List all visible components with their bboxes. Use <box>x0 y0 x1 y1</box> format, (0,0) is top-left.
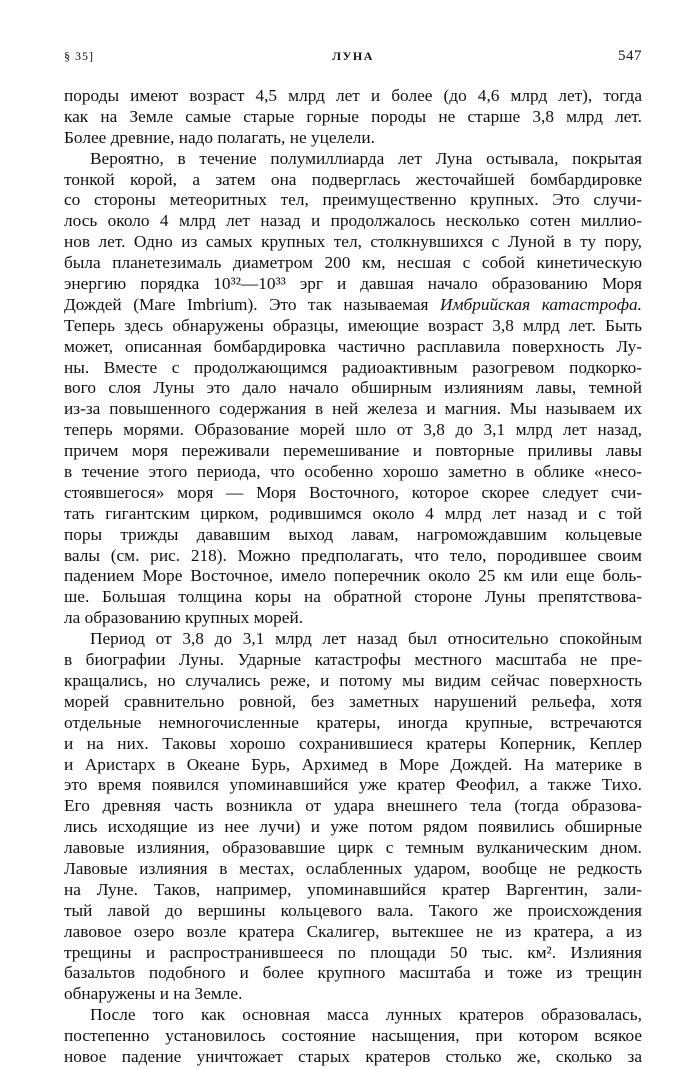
paragraph <box>64 149 642 629</box>
text-line: лавовое озеро возле кратера Скалигер, вытекшее не из кратера, а из <box>64 921 642 941</box>
text-line: как на Земле самые старые горные породы не старше 3,8 млрд лет. <box>64 106 642 126</box>
text-line: тонкой корой, а затем она подверглась жесточайшей бомбардировке <box>64 169 642 189</box>
text-line: поры трижды дававшим выход лавам, нагромождавшим кольцевые <box>64 524 642 544</box>
text-line: на Луне. Таков, например, упоминавшийся кратер Варгентин, зали- <box>64 879 642 899</box>
text-line: стоявшегося» моря — Моря Восточного, которое скорее следует счи- <box>64 482 642 502</box>
text-line: это время появился упоминавшийся уже кратер Феофил, а также Тихо. <box>64 775 642 795</box>
text-line: Лавовые излияния в местах, ослабленных ударом, вообще не редкость <box>64 858 642 878</box>
text-line: После того как основная масса лунных кратеров образовалась, <box>90 1005 642 1025</box>
text-line: Теперь здесь обнаружены образцы, имеющие возраст 3,8 млрд лет. Быть <box>64 315 642 335</box>
text-line: морей сравнительно ровной, без заметных нарушений рельефа, хотя <box>64 691 642 711</box>
text-line: валы (см. рис. 218). Можно предполагать, что тело, породившее своим <box>64 545 642 565</box>
text-line: трещины и распространившееся по площади 50 тыс. км². Излияния <box>64 942 642 962</box>
text-line: породы имеют возраст 4,5 млрд лет и более (до 4,6 млрд лет), тогда <box>64 86 642 105</box>
text-line: обнаружены и на Земле. <box>64 984 243 1004</box>
text-line: отдельные немногочисленные кратеры, иногда крупные, встречаются <box>64 712 642 732</box>
text-line: со стороны метеоритных тел, преимущественно крупных. Это случи- <box>64 190 642 210</box>
paragraph <box>64 629 642 1005</box>
text-line: тать гигантским цирком, родившимся около 4 млрд лет назад и с той <box>64 503 642 523</box>
text-line: Вероятно, в течение полумиллиарда лет Луна остывала, покрытая <box>90 148 642 168</box>
text-line: тый лавой до вершины кольцевого вала. Такого же происхождения <box>64 900 642 920</box>
paragraph <box>64 86 642 149</box>
text-line: вого слоя Луны это дало начало обширным излияниям лавы, темной <box>64 378 642 398</box>
emphasis-term: Имбрийская катастрофа. <box>440 294 642 314</box>
text-line: была планетезималь диаметром 200 км, несшая с собой кинетическую <box>64 253 642 273</box>
text-line: Период от 3,8 до 3,1 млрд лет назад был относительно спокойным <box>90 629 642 649</box>
text-line: ны. Вместе с продолжающимся радиоактивным разогревом подкорко- <box>64 357 642 377</box>
paragraph <box>64 1005 642 1068</box>
text-line: и Аристарх в Океане Бурь, Архимед в Море Дождей. На материке в <box>64 754 642 774</box>
text-line: постепенно установилось состояние насыщения, при котором всякое <box>64 1026 642 1046</box>
text-line: в течение этого периода, что особенно хорошо заметно в облике «несо- <box>64 462 642 482</box>
text-line: новое падение уничтожает старых кратеров столько же, сколько за <box>64 1046 642 1066</box>
chapter-title: ЛУНА <box>332 49 374 63</box>
text-line: из-за повышенного содержания в ней железа и магния. Мы называем их <box>64 399 642 419</box>
page-number: 547 <box>618 48 642 64</box>
running-head <box>64 46 642 68</box>
text-line: ла образованию крупных морей. <box>64 608 304 628</box>
text-line: теперь морями. Образование морей шло от 3,8 до 3,1 млрд лет назад, <box>64 420 642 440</box>
section-marker: § 35] <box>64 49 94 63</box>
text-line: лось около 4 млрд лет назад и продолжалось несколько сотен миллио- <box>64 211 642 231</box>
text-line: может, описанная бомбардировка частично расплавила поверхность Лу- <box>64 336 642 356</box>
text-line: Более древние, надо полагать, не уцелели. <box>64 127 375 147</box>
text-line: в биографии Луны. Ударные катастрофы местного масштаба не пре- <box>64 650 642 670</box>
text-line: лись исходящие из нее лучи) и уже потом рядом появились обширные <box>64 817 642 837</box>
body-text <box>64 86 642 1068</box>
text-line: энергию порядка 10³²—10³³ эрг и давшая начало образованию Моря <box>64 274 642 294</box>
text-line: и на них. Таковы хорошо сохранившиеся кратеры Коперник, Кеплер <box>64 733 642 753</box>
text-line: Дождей (Mare Imbrium). Это так называемая Имбрийская катастрофа. <box>64 294 642 314</box>
text-line: лавовые излияния, образовавшие цирк с темным вулканическим дном. <box>64 838 642 858</box>
text-line: нов лет. Одно из самых крупных тел, столкнувшихся с Луной в ту пору, <box>64 232 642 252</box>
text-line: причем моря переживали перемешивание и повторные приливы лавы <box>64 441 642 461</box>
text-line: базальтов подобного и более крупного масштаба и тоже из трещин <box>64 963 642 983</box>
text-line: Его древняя часть возникла от удара внешнего тела (тогда образова- <box>64 796 642 816</box>
text-line: кращались, но случались реже, и потому мы видим сейчас поверхность <box>64 670 642 690</box>
text-line: ше. Большая толщина коры на обратной стороне Луны препятствова- <box>64 587 642 607</box>
text-line: падением Море Восточное, имело поперечник около 25 км или еще боль- <box>64 566 642 586</box>
